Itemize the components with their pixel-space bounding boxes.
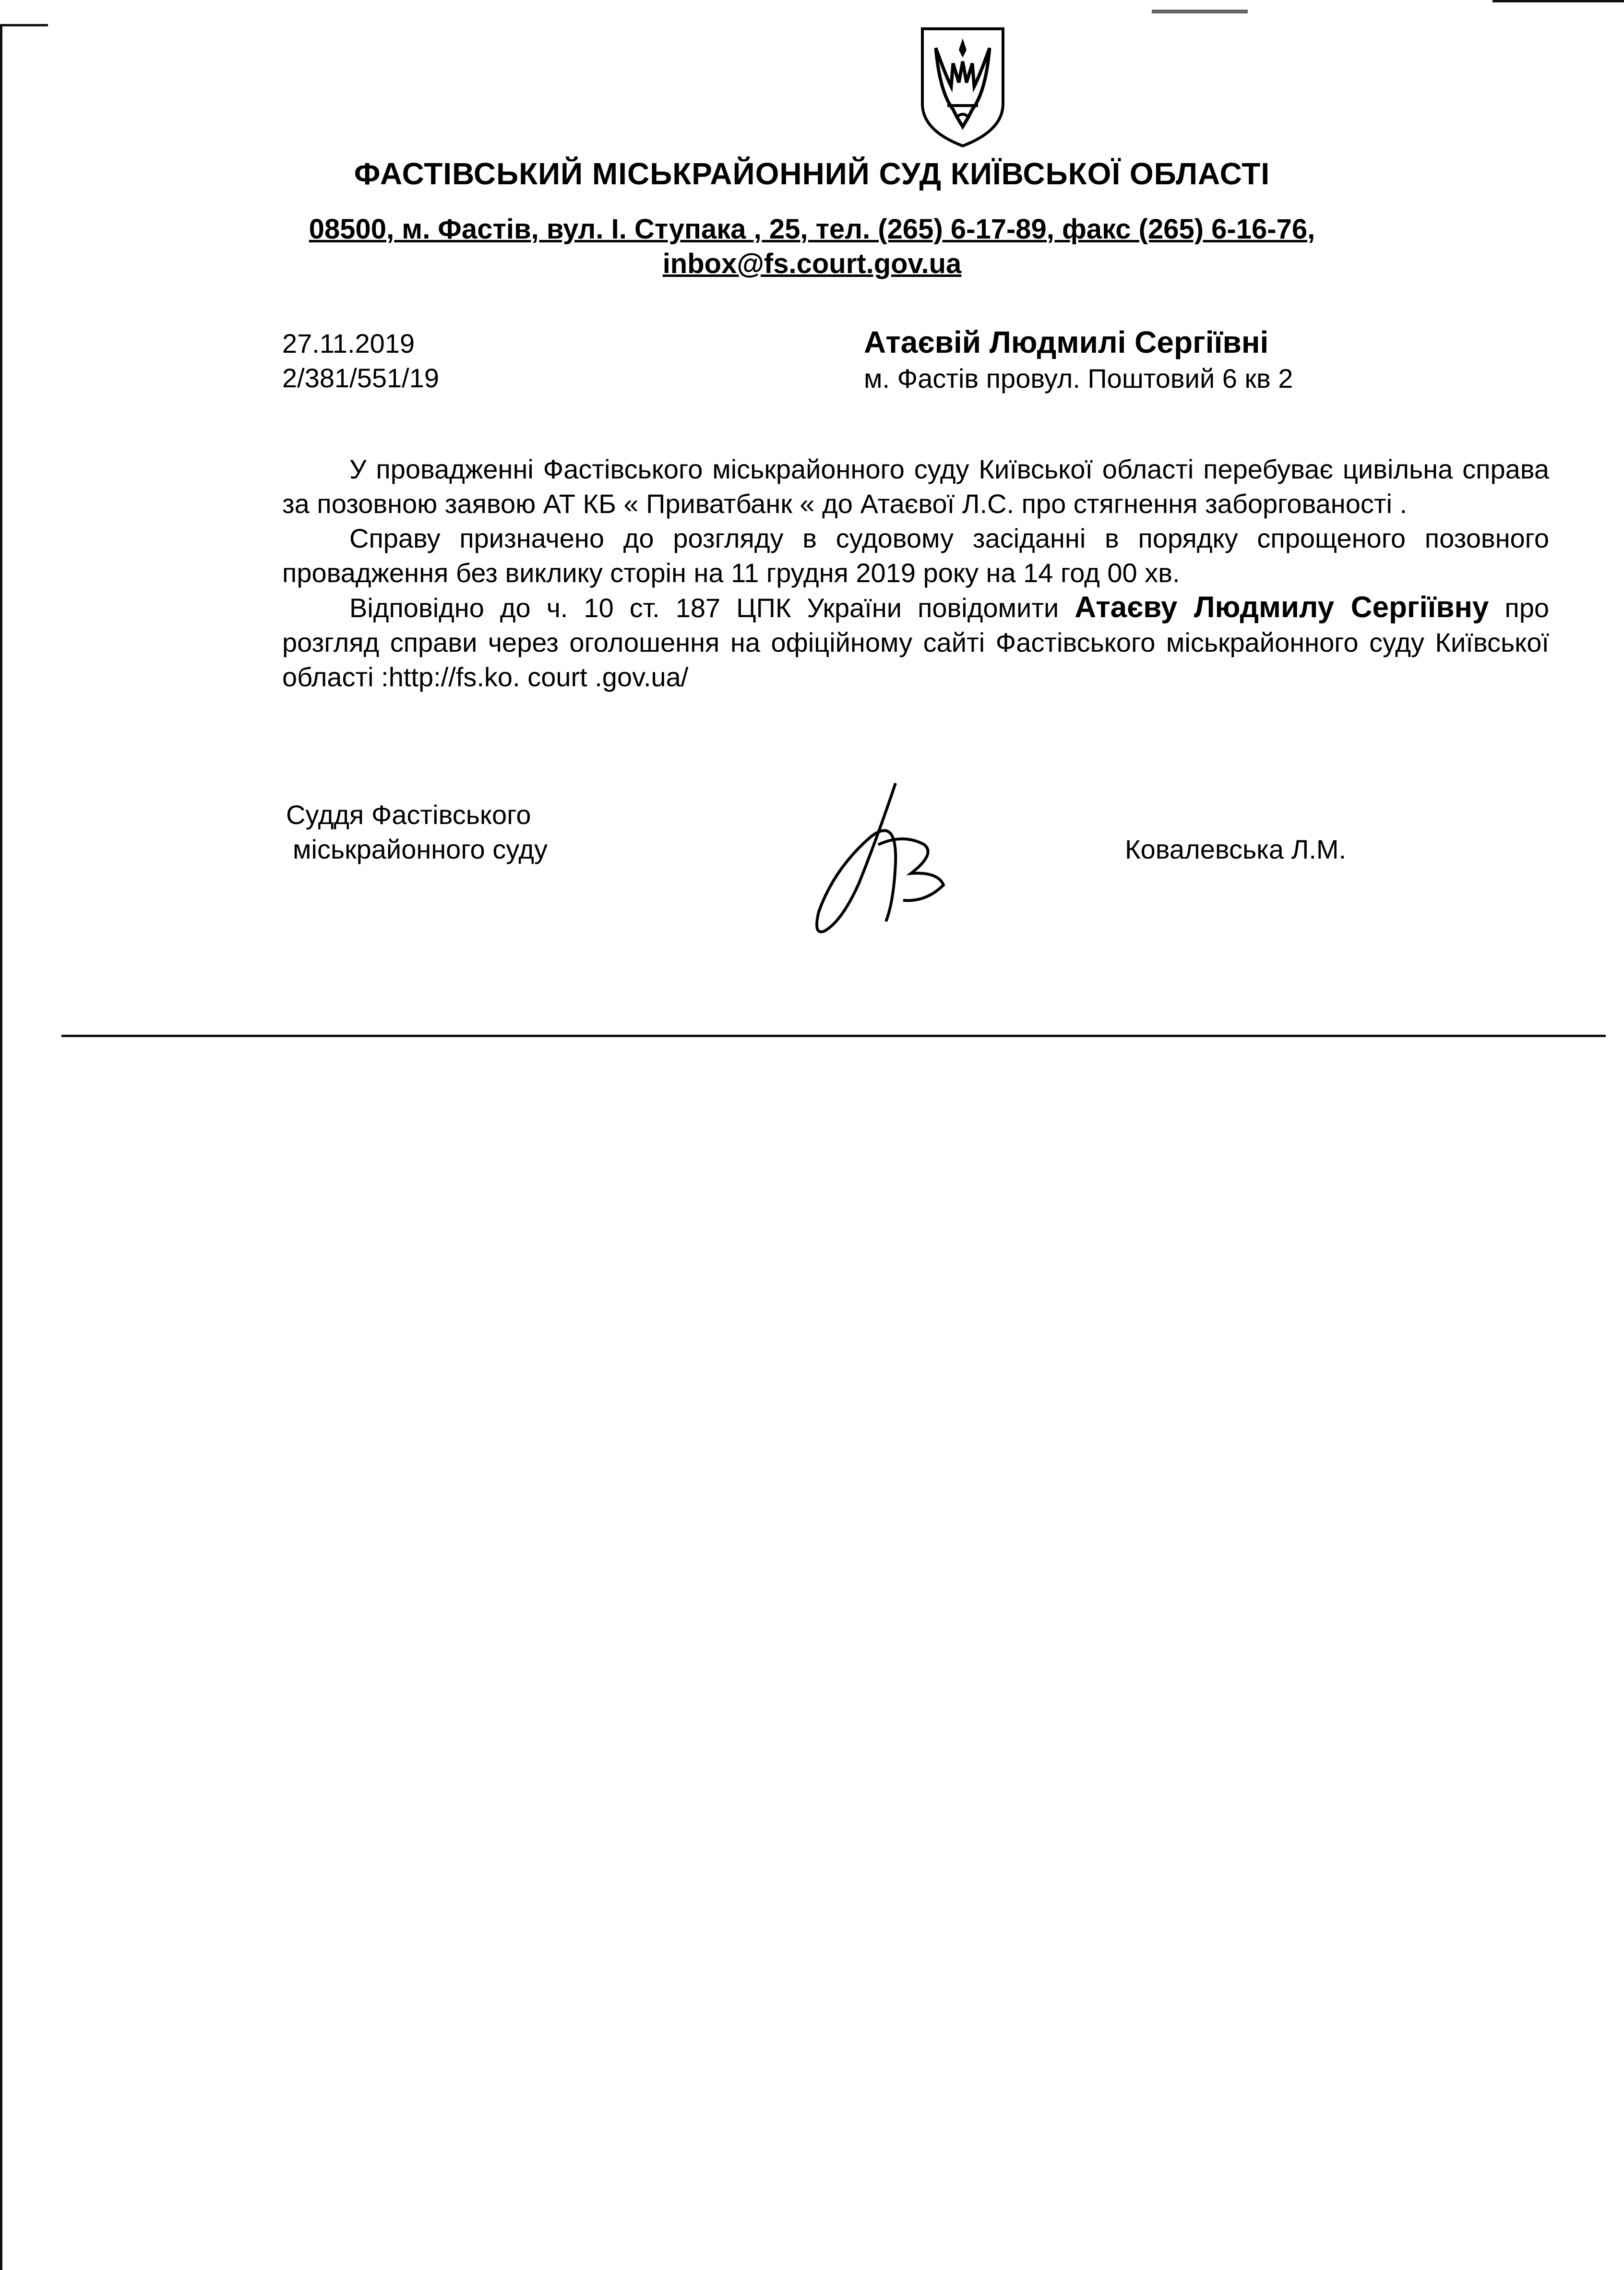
address-line-1: 08500, м. Фастів, вул. І. Ступака , 25, тел. (265) 6-17-89, факс (265) 6-16-76, xyxy=(309,214,1315,245)
letter-body xyxy=(282,452,1549,694)
court-address xyxy=(0,212,1624,281)
scan-artifact-left-edge xyxy=(0,24,2,2270)
court-name: ФАСТІВСЬКИЙ МІСЬКРАЙОННИЙ СУД КИЇВСЬКОЇ ОБЛАСТІ xyxy=(354,156,1270,191)
paragraph-3 xyxy=(282,590,1549,694)
judge-title-line-1: Суддя Фастівського xyxy=(286,800,531,830)
handwritten-signature xyxy=(811,777,965,941)
recipient-name: Атаєвій Людмилі Сергіївні xyxy=(864,325,1269,359)
judge-title-line-2: міськрайонного суду xyxy=(293,834,548,864)
paragraph-2: Справу призначено до розгляду в судовому засіданні в порядку спрощеного позовного провадження без виклику сторін на 11 грудня 2019 року на 14 год 00 хв. xyxy=(282,523,1549,588)
recipient-block xyxy=(864,324,1293,397)
bottom-divider xyxy=(61,1035,1606,1037)
court-email: inbox@fs.court.gov.ua xyxy=(662,248,962,279)
scan-artifact-top-left xyxy=(0,24,48,26)
case-number: 2/381/551/19 xyxy=(282,363,439,393)
coat-of-arms-icon xyxy=(915,25,1011,150)
scan-artifact-top-right xyxy=(1493,0,1624,2)
paragraph-3-start: Відповідно до ч. 10 ст. 187 ЦПК України повідомити xyxy=(349,593,1075,623)
document-meta xyxy=(282,326,439,395)
judge-title xyxy=(286,798,548,867)
defendant-name: Атаєву Людмилу Сергіївну xyxy=(1075,591,1489,624)
paragraph-1: У провадженні Фастівського міськрайонного суду Київської області перебуває цивільна справа за позовною заявою АТ КБ « Приватбанк « до Атаєвої Л.С. про стягнення заборгованості . xyxy=(282,454,1549,519)
recipient-address: м. Фастів провул. Поштовий 6 кв 2 xyxy=(864,363,1293,394)
document-date: 27.11.2019 xyxy=(282,328,415,358)
scan-artifact-top-mark xyxy=(1152,10,1248,13)
paragraph-3-end: про розгляд справи через оголошення на офіційному сайті Фастівського міськрайонного суду Київської області :http://fs.ko. court .gov.ua/ xyxy=(282,593,1549,692)
judge-name: Ковалевська Л.М. xyxy=(1125,834,1347,864)
